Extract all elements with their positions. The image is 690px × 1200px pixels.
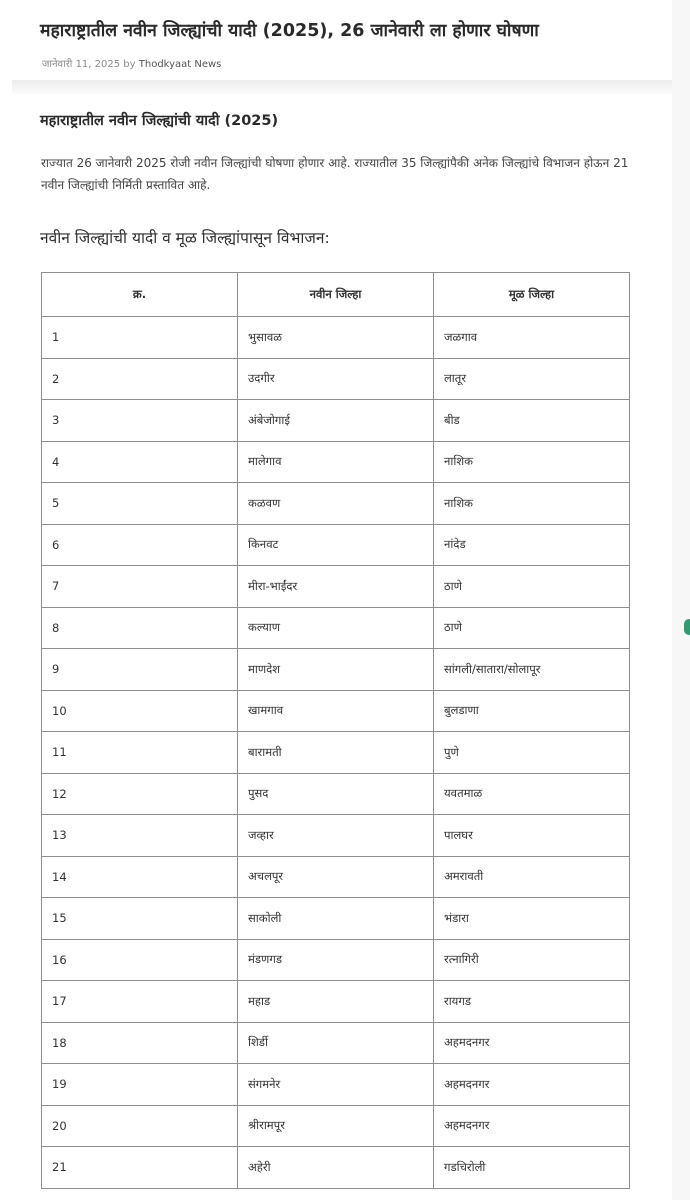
- cell-new-district: अचलपूर: [238, 856, 434, 898]
- cell-serial: 8: [42, 607, 238, 649]
- cell-serial: 17: [42, 981, 238, 1023]
- table-row: [42, 1147, 630, 1189]
- cell-new-district: महाड: [238, 981, 434, 1023]
- cell-new-district: कळवण: [238, 483, 434, 525]
- floating-action-icon[interactable]: [684, 619, 690, 635]
- table-row: [42, 607, 630, 649]
- cell-new-district: पुसद: [238, 773, 434, 815]
- table-header-row: [42, 273, 630, 317]
- header-serial: क्र.: [42, 273, 238, 317]
- article-meta: [42, 56, 221, 70]
- cell-new-district: खामगाव: [238, 690, 434, 732]
- cell-serial: 4: [42, 441, 238, 483]
- cell-new-district: संगमनेर: [238, 1064, 434, 1106]
- cell-new-district: मंडणगड: [238, 939, 434, 981]
- cell-original-district: ठाणे: [434, 566, 630, 608]
- cell-original-district: अहमदनगर: [434, 1022, 630, 1064]
- cell-original-district: रायगड: [434, 981, 630, 1023]
- table-row: [42, 649, 630, 691]
- cell-serial: 15: [42, 898, 238, 940]
- cell-new-district: मालेगाव: [238, 441, 434, 483]
- table-row: [42, 358, 630, 400]
- table-row: [42, 898, 630, 940]
- table-row: [42, 524, 630, 566]
- cell-original-district: जळगाव: [434, 317, 630, 359]
- cell-original-district: ठाणे: [434, 607, 630, 649]
- table-row: [42, 981, 630, 1023]
- article-headline[interactable]: महाराष्ट्रातील नवीन जिल्ह्यांची यादी (2025), 26 जानेवारी ला होणार घोषणा: [40, 21, 539, 41]
- cell-original-district: पालघर: [434, 815, 630, 857]
- header-original-district: मूळ जिल्हा: [434, 273, 630, 317]
- cell-serial: 1: [42, 317, 238, 359]
- table-row: [42, 317, 630, 359]
- table-row: [42, 1022, 630, 1064]
- cell-new-district: श्रीरामपूर: [238, 1105, 434, 1147]
- table-row: [42, 566, 630, 608]
- cell-new-district: कल्याण: [238, 607, 434, 649]
- cell-serial: 2: [42, 358, 238, 400]
- table-row: [42, 939, 630, 981]
- cell-new-district: शिर्डी: [238, 1022, 434, 1064]
- intro-paragraph: राज्यात 26 जानेवारी 2025 रोजी नवीन जिल्ह्यांची घोषणा होणार आहे. राज्यातील 35 जिल्ह्यांपैकी अनेक जिल्ह्यांचे विभाजन होऊन 21 नवीन जिल्ह्यांची निर्मिती प्रस्तावित आहे.: [41, 156, 629, 192]
- cell-new-district: किनवट: [238, 524, 434, 566]
- cell-new-district: अहेरी: [238, 1147, 434, 1189]
- table-row: [42, 441, 630, 483]
- cell-new-district: भुसावळ: [238, 317, 434, 359]
- cell-serial: 5: [42, 483, 238, 525]
- cell-original-district: लातूर: [434, 358, 630, 400]
- cell-original-district: अमरावती: [434, 856, 630, 898]
- cell-new-district: माणदेश: [238, 649, 434, 691]
- cell-serial: 13: [42, 815, 238, 857]
- header-new-district: नवीन जिल्हा: [238, 273, 434, 317]
- byline-by: by: [123, 59, 136, 70]
- cell-original-district: रत्नागिरी: [434, 939, 630, 981]
- cell-serial: 18: [42, 1022, 238, 1064]
- cell-serial: 7: [42, 566, 238, 608]
- cell-new-district: मीरा-भाईंदर: [238, 566, 434, 608]
- cell-original-district: बुलडाणा: [434, 690, 630, 732]
- cell-serial: 9: [42, 649, 238, 691]
- cell-original-district: अहमदनगर: [434, 1064, 630, 1106]
- cell-original-district: नांदेड: [434, 524, 630, 566]
- table-row: [42, 815, 630, 857]
- cell-serial: 20: [42, 1105, 238, 1147]
- page-edge: [672, 0, 690, 1200]
- cell-original-district: नाशिक: [434, 483, 630, 525]
- table-row: [42, 483, 630, 525]
- cell-original-district: यवतमाळ: [434, 773, 630, 815]
- cell-serial: 21: [42, 1147, 238, 1189]
- divider-band: [12, 80, 672, 94]
- cell-new-district: साकोली: [238, 898, 434, 940]
- article-date: जानेवारी 11, 2025: [42, 59, 121, 70]
- table-row: [42, 1064, 630, 1106]
- cell-new-district: जव्हार: [238, 815, 434, 857]
- cell-serial: 16: [42, 939, 238, 981]
- table-row: [42, 1105, 630, 1147]
- table-row: [42, 732, 630, 774]
- list-heading: नवीन जिल्ह्यांची यादी व मूळ जिल्ह्यांपासून विभाजन:: [40, 229, 330, 247]
- cell-serial: 11: [42, 732, 238, 774]
- cell-serial: 3: [42, 400, 238, 442]
- table-row: [42, 856, 630, 898]
- cell-serial: 10: [42, 690, 238, 732]
- table-row: [42, 690, 630, 732]
- article-author[interactable]: Thodkyaat News: [138, 59, 222, 70]
- cell-original-district: भंडारा: [434, 898, 630, 940]
- cell-new-district: अंबेजोगाई: [238, 400, 434, 442]
- article-card: [12, 0, 672, 1200]
- cell-serial: 12: [42, 773, 238, 815]
- cell-original-district: अहमदनगर: [434, 1105, 630, 1147]
- cell-original-district: सांगली/सातारा/सोलापूर: [434, 649, 630, 691]
- cell-new-district: बारामती: [238, 732, 434, 774]
- table-row: [42, 773, 630, 815]
- cell-serial: 6: [42, 524, 238, 566]
- cell-serial: 19: [42, 1064, 238, 1106]
- section-title: महाराष्ट्रातील नवीन जिल्ह्यांची यादी (2025): [40, 113, 279, 129]
- cell-new-district: उदगीर: [238, 358, 434, 400]
- cell-original-district: नाशिक: [434, 441, 630, 483]
- table-body: [42, 317, 630, 1189]
- cell-original-district: पुणे: [434, 732, 630, 774]
- cell-original-district: बीड: [434, 400, 630, 442]
- cell-serial: 14: [42, 856, 238, 898]
- table-row: [42, 400, 630, 442]
- cell-original-district: गडचिरोली: [434, 1147, 630, 1189]
- district-table: [41, 272, 630, 1189]
